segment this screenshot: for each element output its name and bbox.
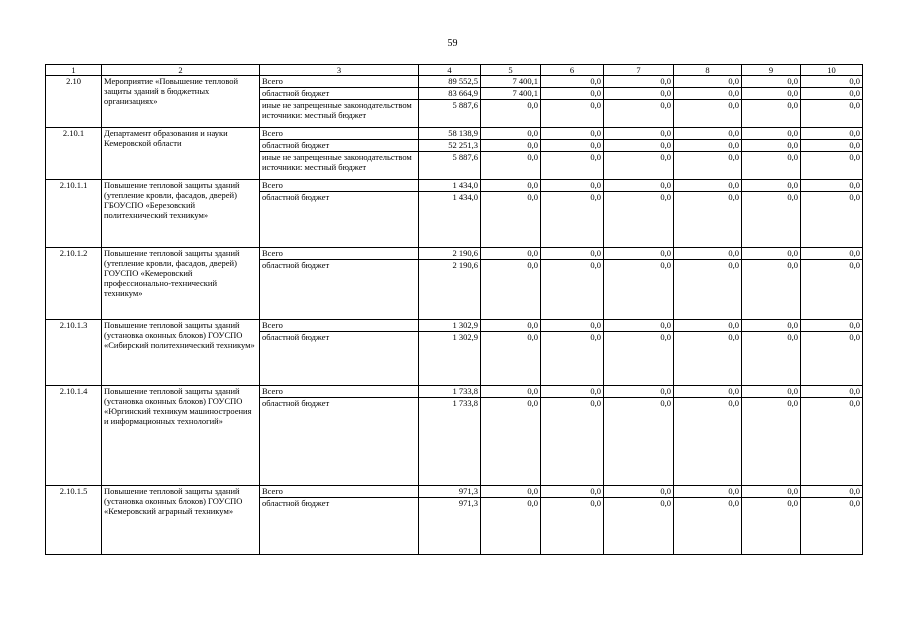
value-cell: 5 887,6: [419, 100, 481, 128]
column-header: 7: [604, 65, 674, 76]
value-cell: 0,0: [481, 260, 541, 320]
column-header: 10: [801, 65, 863, 76]
value-cell: 0,0: [801, 180, 863, 192]
table-row: [46, 180, 863, 192]
value-cell: 0,0: [541, 498, 604, 555]
table-row: [46, 128, 863, 140]
budget-table: [45, 64, 863, 555]
value-cell: 0,0: [604, 192, 674, 248]
table-row: [46, 320, 863, 332]
value-cell: 0,0: [742, 248, 801, 260]
row-code: 2.10.1.3: [46, 320, 102, 386]
value-cell: 7 400,1: [481, 88, 541, 100]
row-code: 2.10.1.2: [46, 248, 102, 320]
column-header: 5: [481, 65, 541, 76]
value-cell: 0,0: [742, 332, 801, 386]
value-cell: 0,0: [604, 152, 674, 180]
value-cell: 0,0: [674, 332, 742, 386]
value-cell: 0,0: [541, 332, 604, 386]
funding-source: Всего: [260, 180, 419, 192]
row-name: Департамент образования и науки Кемеровской области: [102, 128, 260, 180]
value-cell: 0,0: [481, 486, 541, 498]
column-header: 1: [46, 65, 102, 76]
value-cell: 0,0: [674, 140, 742, 152]
value-cell: 0,0: [801, 320, 863, 332]
funding-source: областной бюджет: [260, 192, 419, 248]
row-name: Повышение тепловой защиты зданий (установка оконных блоков) ГОУСПО «Сибирский политехнический техникум»: [102, 320, 260, 386]
value-cell: 0,0: [481, 320, 541, 332]
value-cell: 0,0: [604, 180, 674, 192]
value-cell: 0,0: [801, 260, 863, 320]
value-cell: 1 733,8: [419, 386, 481, 398]
value-cell: 0,0: [604, 498, 674, 555]
value-cell: 0,0: [674, 386, 742, 398]
value-cell: 52 251,3: [419, 140, 481, 152]
value-cell: 0,0: [801, 486, 863, 498]
value-cell: 0,0: [481, 248, 541, 260]
value-cell: 0,0: [604, 386, 674, 398]
value-cell: 1 733,8: [419, 398, 481, 486]
value-cell: 0,0: [604, 398, 674, 486]
value-cell: 0,0: [674, 260, 742, 320]
value-cell: 971,3: [419, 498, 481, 555]
value-cell: 0,0: [674, 100, 742, 128]
column-header: 6: [541, 65, 604, 76]
funding-source: областной бюджет: [260, 498, 419, 555]
value-cell: 0,0: [541, 398, 604, 486]
value-cell: 0,0: [674, 128, 742, 140]
table-row: [46, 76, 863, 88]
value-cell: 0,0: [604, 128, 674, 140]
value-cell: 0,0: [801, 76, 863, 88]
value-cell: 83 664,9: [419, 88, 481, 100]
value-cell: 0,0: [541, 152, 604, 180]
funding-source: Всего: [260, 128, 419, 140]
value-cell: 0,0: [481, 180, 541, 192]
value-cell: 0,0: [801, 88, 863, 100]
value-cell: 0,0: [674, 76, 742, 88]
row-code: 2.10.1: [46, 128, 102, 180]
value-cell: 0,0: [604, 320, 674, 332]
column-header: 9: [742, 65, 801, 76]
value-cell: 0,0: [801, 140, 863, 152]
value-cell: 0,0: [481, 128, 541, 140]
value-cell: 0,0: [742, 192, 801, 248]
row-name: Повышение тепловой защиты зданий (установка оконных блоков) ГОУСПО «Юргинский техникум машиностроения и информационных технологий»: [102, 386, 260, 486]
funding-source: Всего: [260, 386, 419, 398]
table-row: [46, 486, 863, 498]
row-code: 2.10: [46, 76, 102, 128]
value-cell: 0,0: [604, 100, 674, 128]
funding-source: областной бюджет: [260, 332, 419, 386]
row-code: 2.10.1.1: [46, 180, 102, 248]
column-header: 2: [102, 65, 260, 76]
header-row: [46, 65, 863, 76]
row-name: Повышение тепловой защиты зданий (утепление кровли, фасадов, дверей) ГБОУСПО «Березовский политехнический техникум»: [102, 180, 260, 248]
funding-source: иные не запрещенные законодательством источники: местный бюджет: [260, 100, 419, 128]
value-cell: 0,0: [541, 486, 604, 498]
value-cell: 0,0: [541, 76, 604, 88]
value-cell: 0,0: [604, 332, 674, 386]
value-cell: 0,0: [742, 140, 801, 152]
table-row: [46, 386, 863, 398]
value-cell: 0,0: [742, 320, 801, 332]
funding-source: Всего: [260, 320, 419, 332]
value-cell: 0,0: [541, 248, 604, 260]
column-header: 8: [674, 65, 742, 76]
value-cell: 0,0: [541, 320, 604, 332]
value-cell: 971,3: [419, 486, 481, 498]
row-name: Повышение тепловой защиты зданий (установка оконных блоков) ГОУСПО «Кемеровский аграрный техникум»: [102, 486, 260, 555]
row-code: 2.10.1.4: [46, 386, 102, 486]
value-cell: 5 887,6: [419, 152, 481, 180]
value-cell: 0,0: [742, 386, 801, 398]
value-cell: 0,0: [801, 100, 863, 128]
row-name: Повышение тепловой защиты зданий (утепление кровли, фасадов, дверей) ГОУСПО «Кемеровский профессионально-технический техникум»: [102, 248, 260, 320]
value-cell: 0,0: [604, 486, 674, 498]
row-name: Мероприятие «Повышение тепловой защиты зданий в бюджетных организациях»: [102, 76, 260, 128]
funding-source: областной бюджет: [260, 398, 419, 486]
value-cell: 0,0: [541, 180, 604, 192]
row-code: 2.10.1.5: [46, 486, 102, 555]
value-cell: 0,0: [742, 486, 801, 498]
value-cell: 0,0: [801, 398, 863, 486]
value-cell: 0,0: [604, 88, 674, 100]
funding-source: Всего: [260, 486, 419, 498]
value-cell: 0,0: [801, 192, 863, 248]
value-cell: 7 400,1: [481, 76, 541, 88]
value-cell: 0,0: [541, 260, 604, 320]
funding-source: иные не запрещенные законодательством источники: местный бюджет: [260, 152, 419, 180]
value-cell: 0,0: [674, 498, 742, 555]
value-cell: 0,0: [481, 386, 541, 398]
funding-source: Всего: [260, 248, 419, 260]
value-cell: 0,0: [674, 152, 742, 180]
value-cell: 1 434,0: [419, 192, 481, 248]
value-cell: 0,0: [801, 332, 863, 386]
column-header: 4: [419, 65, 481, 76]
value-cell: 0,0: [541, 386, 604, 398]
value-cell: 0,0: [604, 140, 674, 152]
value-cell: 0,0: [742, 128, 801, 140]
value-cell: 0,0: [674, 398, 742, 486]
value-cell: 0,0: [742, 260, 801, 320]
value-cell: 0,0: [541, 192, 604, 248]
value-cell: 0,0: [742, 180, 801, 192]
value-cell: 0,0: [481, 152, 541, 180]
funding-source: Всего: [260, 76, 419, 88]
value-cell: 0,0: [742, 398, 801, 486]
value-cell: 0,0: [481, 398, 541, 486]
value-cell: 0,0: [674, 486, 742, 498]
value-cell: 0,0: [541, 100, 604, 128]
value-cell: 0,0: [801, 152, 863, 180]
value-cell: 0,0: [801, 498, 863, 555]
value-cell: 0,0: [674, 320, 742, 332]
value-cell: 0,0: [742, 88, 801, 100]
value-cell: 58 138,9: [419, 128, 481, 140]
value-cell: 0,0: [541, 88, 604, 100]
value-cell: 0,0: [801, 248, 863, 260]
value-cell: 0,0: [742, 100, 801, 128]
funding-source: областной бюджет: [260, 140, 419, 152]
value-cell: 1 302,9: [419, 320, 481, 332]
value-cell: 0,0: [674, 248, 742, 260]
value-cell: 0,0: [801, 386, 863, 398]
value-cell: 0,0: [541, 140, 604, 152]
page-number: 59: [447, 38, 458, 49]
funding-source: областной бюджет: [260, 260, 419, 320]
column-header: 3: [260, 65, 419, 76]
value-cell: 1 302,9: [419, 332, 481, 386]
value-cell: 0,0: [481, 498, 541, 555]
value-cell: 0,0: [674, 88, 742, 100]
value-cell: 2 190,6: [419, 248, 481, 260]
value-cell: 0,0: [481, 100, 541, 128]
table-row: [46, 248, 863, 260]
value-cell: 0,0: [604, 76, 674, 88]
value-cell: 0,0: [481, 140, 541, 152]
value-cell: 2 190,6: [419, 260, 481, 320]
value-cell: 0,0: [742, 152, 801, 180]
value-cell: 0,0: [742, 498, 801, 555]
value-cell: 0,0: [481, 192, 541, 248]
value-cell: 0,0: [604, 248, 674, 260]
value-cell: 1 434,0: [419, 180, 481, 192]
value-cell: 0,0: [481, 332, 541, 386]
value-cell: 0,0: [801, 128, 863, 140]
value-cell: 89 552,5: [419, 76, 481, 88]
value-cell: 0,0: [604, 260, 674, 320]
value-cell: 0,0: [674, 192, 742, 248]
value-cell: 0,0: [674, 180, 742, 192]
value-cell: 0,0: [742, 76, 801, 88]
value-cell: 0,0: [541, 128, 604, 140]
funding-source: областной бюджет: [260, 88, 419, 100]
